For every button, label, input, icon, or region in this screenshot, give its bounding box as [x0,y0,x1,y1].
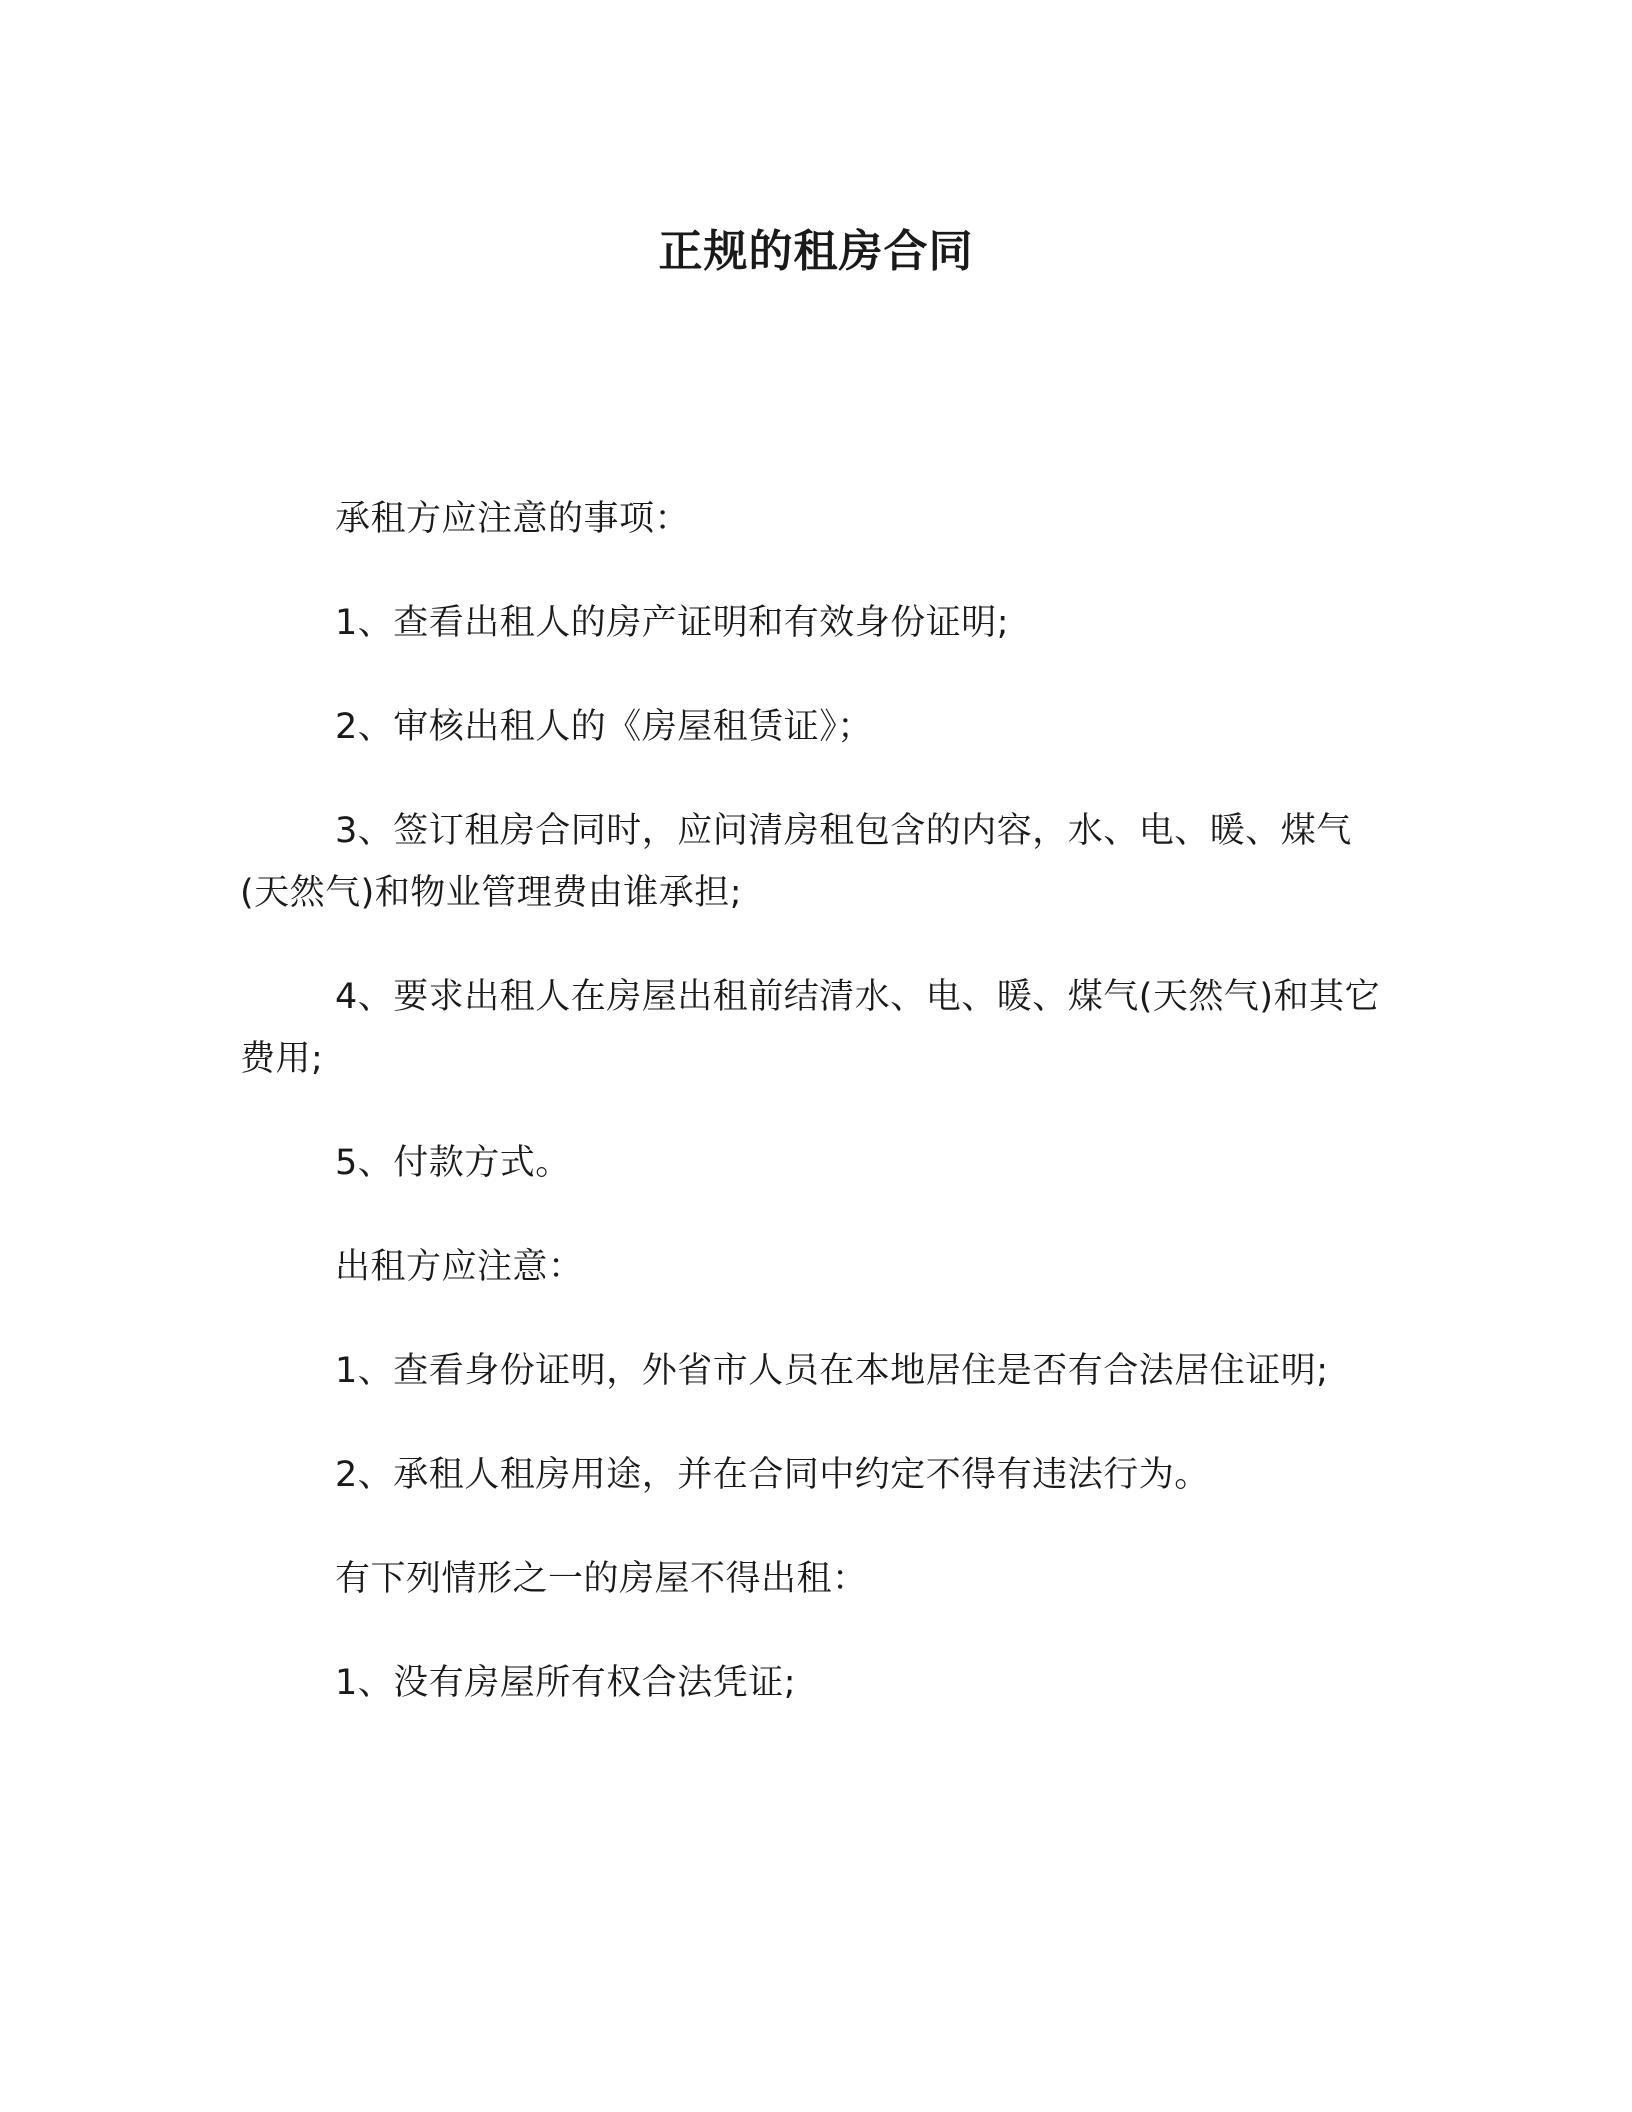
list-item: 2、承租人租房用途，并在合同中约定不得有违法行为。 [335,1455,1210,1495]
document-title: 正规的租房合同 [658,226,974,277]
document-body [240,488,1390,1756]
list-item: 4、要求出租人在房屋出租前结清水、电、暖、煤气(天然气)和其它费用; [240,977,1381,1079]
section-heading-restrictions: 有下列情形之一的房屋不得出租： [335,1559,868,1599]
list-item: 3、签订租房合同时，应问清房租包含的内容，水、电、暖、煤气(天然气)和物业管理费由谁承担; [240,811,1352,913]
list-item: 1、查看身份证明，外省市人员在本地居住是否有合法居住证明; [335,1351,1329,1391]
section-heading-tenant: 承租方应注意的事项： [335,499,691,539]
list-item: 2、审核出租人的《房屋租赁证》； [335,707,873,747]
section-heading-landlord: 出租方应注意： [335,1247,584,1287]
list-item: 1、查看出租人的房产证明和有效身份证明; [335,603,1010,643]
list-item: 5、付款方式。 [335,1143,571,1183]
list-item: 1、没有房屋所有权合法凭证; [335,1663,797,1703]
